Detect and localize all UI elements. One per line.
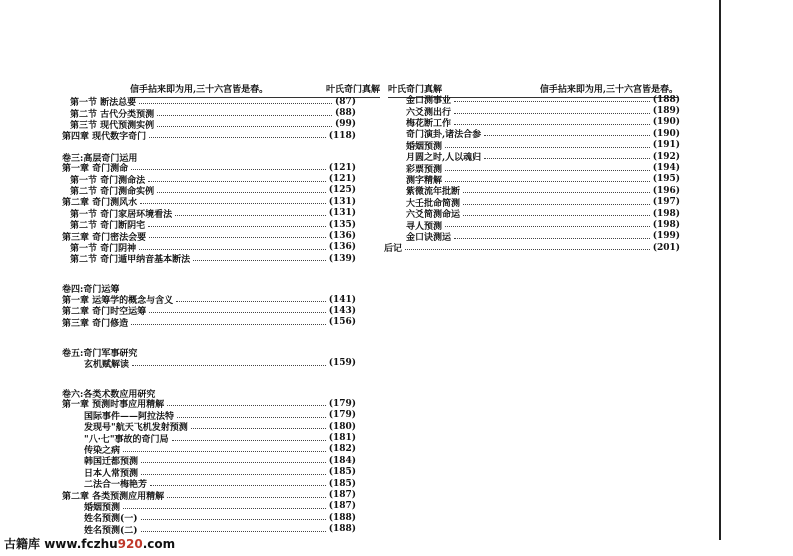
toc-leader-dots [454,113,650,114]
toc-leader-dots [175,215,326,216]
toc-entry-page: (184) [328,455,356,466]
watermark-footer [4,535,175,552]
toc-leader-dots [172,440,326,441]
toc-leader-dots [139,249,326,250]
toc-leader-dots [148,226,326,227]
toc-entry-title: 婚姻预测 [406,141,443,152]
toc-entry-page: (181) [328,433,356,444]
toc-leader-dots [463,204,650,205]
toc-entry-page: (199) [652,231,680,242]
toc-leader-dots [141,531,326,532]
toc-leader-dots [131,169,326,170]
toc-entry-page: (143) [328,305,356,316]
toc-entry-title: 测字精解 [406,175,443,186]
toc-entry [384,231,680,242]
toc-entry-title: 紫微流年批断 [406,187,461,198]
right-header-title: 叶氏奇门真解 [388,85,443,95]
toc-entry-page: (135) [328,219,356,230]
toc-entry-page: (194) [652,163,680,174]
toc-leader-dots [131,324,326,325]
toc-entry-title: 第二节 奇门测命实例 [70,186,155,197]
toc-leader-dots [141,519,326,520]
toc-entry-title: 姓名预测(一) [84,514,138,525]
toc-leader-dots [484,158,650,159]
toc-entry-page: (190) [652,117,680,128]
toc-entry-title: "八·七"事故的奇门局 [84,434,169,445]
toc-entry-title: 第三节 现代预测实例 [70,120,155,131]
toc-leader-dots [149,237,326,238]
left-toc [62,96,356,535]
toc-leader-dots [150,485,326,486]
site-url-prefix: www.fczhu [44,537,118,551]
toc-leader-dots [149,312,326,313]
toc-entry-page: (179) [328,410,356,421]
toc-leader-dots [149,137,326,138]
toc-entry-page: (188) [328,512,356,523]
toc-entry-title: 第一节 奇门阴神 [70,243,137,254]
toc-leader-dots [463,215,650,216]
toc-entry-title: 婚姻预测 [84,502,121,513]
toc-entry-title: 第三章 奇门修造 [62,318,129,329]
toc-entry-page: (187) [328,490,356,501]
toc-entry-title: 韩国迁都预测 [84,457,139,468]
toc-entry [62,253,356,264]
toc-leader-dots [193,260,326,261]
toc-entry-title: 六爻测出行 [406,107,452,118]
toc-entry-page: (189) [652,106,680,117]
toc-entry-title: 月圆之时,人以魂归 [406,153,482,164]
toc-entry-title: 第二章 各类预测应用精解 [62,491,165,502]
toc-leader-dots [148,181,326,182]
toc-entry-title: 大壬批命简测 [406,198,461,209]
right-header-quote: 信手拈来即为用,三十六宫皆是春。 [539,85,678,95]
toc-entry-title: 发现号"航天飞机发射预测 [84,423,188,434]
toc-entry-title: 传染之病 [84,445,121,456]
toc-leader-dots [445,181,650,182]
toc-entry-title: 第一节 奇门家居环境看法 [70,209,173,220]
toc-entry-page: (198) [652,208,680,219]
toc-leader-dots [123,508,326,509]
toc-entry-title: 第四章 现代数字奇门 [62,132,147,143]
toc-entry [62,524,356,535]
toc-entry-page: (121) [328,162,356,173]
toc-entry [384,242,680,253]
site-url-suffix: .com [142,537,176,551]
toc-entry-page: (196) [652,185,680,196]
toc-entry-title: 第二节 古代分类预测 [70,109,155,120]
toc-entry-page: (121) [328,174,356,185]
toc-entry-page: (131) [328,208,356,219]
toc-entry-page: (88) [334,108,356,119]
toc-leader-dots [139,103,332,104]
toc-leader-dots [167,497,326,498]
toc-leader-dots [132,365,326,366]
toc-entry-title: 寻人预测 [406,221,443,232]
toc-entry-page: (131) [328,196,356,207]
toc-entry-title: 玄机赋解读 [84,359,130,370]
site-name: 古籍库 [4,537,41,551]
toc-leader-dots [177,417,326,418]
toc-entry-title: 第二节 奇门断阴宅 [70,221,146,232]
toc-entry-page: (156) [328,317,356,328]
toc-leader-dots [157,115,332,116]
toc-entry-page: (179) [328,398,356,409]
toc-entry-title: 梅花断工作 [406,118,452,129]
toc-leader-dots [454,101,650,102]
site-url-number: 920 [117,537,143,551]
toc-leader-dots [123,451,326,452]
toc-entry-page: (187) [328,501,356,512]
toc-leader-dots [140,203,326,204]
toc-entry-title: 奇门演卦,诸法合参 [406,130,482,141]
toc-entry-page: (141) [328,294,356,305]
toc-entry-page: (136) [328,242,356,253]
toc-entry-title: 第一节 断法总要 [70,98,137,109]
toc-leader-dots [454,124,650,125]
toc-leader-dots [191,428,326,429]
toc-entry-page: (185) [328,478,356,489]
toc-entry-title: 第一章 运筹学的概念与含义 [62,296,174,307]
toc-volume-heading: 卷三:高层奇门运用 [62,153,138,164]
toc-entry-page: (188) [328,524,356,535]
toc-volume-heading: 卷四:奇门运筹 [62,285,120,296]
scan-border [719,0,721,540]
toc-leader-dots [167,405,326,406]
toc-entry-page: (195) [652,174,680,185]
toc-entry-page: (201) [652,242,680,253]
toc-leader-dots [176,301,326,302]
toc-entry-page: (191) [652,140,680,151]
toc-leader-dots [454,238,650,239]
toc-volume-heading: 卷六:各类术数应用研究 [62,389,156,400]
left-header-quote: 信手拈来即为用,三十六宫皆是春。 [130,85,269,95]
toc-entry-page: (185) [328,467,356,478]
toc-entry-title: 金口测事业 [406,96,452,107]
toc-entry [62,317,356,328]
toc-entry-title: 第二章 奇门测风水 [62,198,138,209]
toc-entry-title: 第一节 奇门测命法 [70,175,146,186]
toc-entry-page: (190) [652,128,680,139]
toc-leader-dots [405,249,650,250]
toc-leader-dots [484,135,650,136]
toc-entry-title: 六爻简测命运 [406,210,461,221]
toc-entry-page: (182) [328,444,356,455]
toc-entry-page: (192) [652,151,680,162]
toc-entry-title: 国际事件——阿拉法特 [84,411,175,422]
toc-entry-page: (139) [328,253,356,264]
toc-entry-page: (118) [328,130,356,141]
toc-entry-title: 彩票预测 [406,164,443,175]
toc-entry [62,357,356,368]
toc-entry-title: 日本人常预测 [84,468,139,479]
toc-leader-dots [141,462,326,463]
toc-entry-page: (159) [328,358,356,369]
toc-entry-title: 姓名预测(二) [84,525,138,536]
toc-leader-dots [157,192,326,193]
toc-volume-heading: 卷五:奇门军事研究 [62,349,138,360]
toc-entry-page: (136) [328,230,356,241]
toc-entry-title: 二法合一梅艳芳 [84,480,148,491]
toc-leader-dots [141,474,326,475]
toc-leader-dots [445,147,650,148]
toc-entry-page: (197) [652,197,680,208]
toc-leader-dots [445,226,650,227]
toc-entry-page: (180) [328,421,356,432]
toc-entry-title: 后记 [384,244,403,255]
toc-entry-page: (198) [652,219,680,230]
toc-entry [62,130,356,141]
toc-entry-title: 第二节 奇门遁甲纳音基本断法 [70,255,191,266]
toc-entry-title: 第三章 奇门密法会要 [62,232,147,243]
toc-entry-title: 金口诀测运 [406,232,452,243]
toc-leader-dots [157,126,332,127]
toc-entry-title: 第一章 预测时事应用精解 [62,400,165,411]
toc-entry-page: (125) [328,185,356,196]
right-toc [384,94,680,253]
toc-entry-page: (188) [652,94,680,105]
toc-leader-dots [445,170,650,171]
toc-leader-dots [463,192,650,193]
toc-entry-title: 第一章 奇门测命 [62,164,129,175]
left-header-title: 叶氏奇门真解 [325,85,380,95]
toc-entry-page: (99) [334,119,356,130]
toc-entry-page: (87) [334,96,356,107]
toc-entry-title: 第二章 奇门时空运筹 [62,307,147,318]
